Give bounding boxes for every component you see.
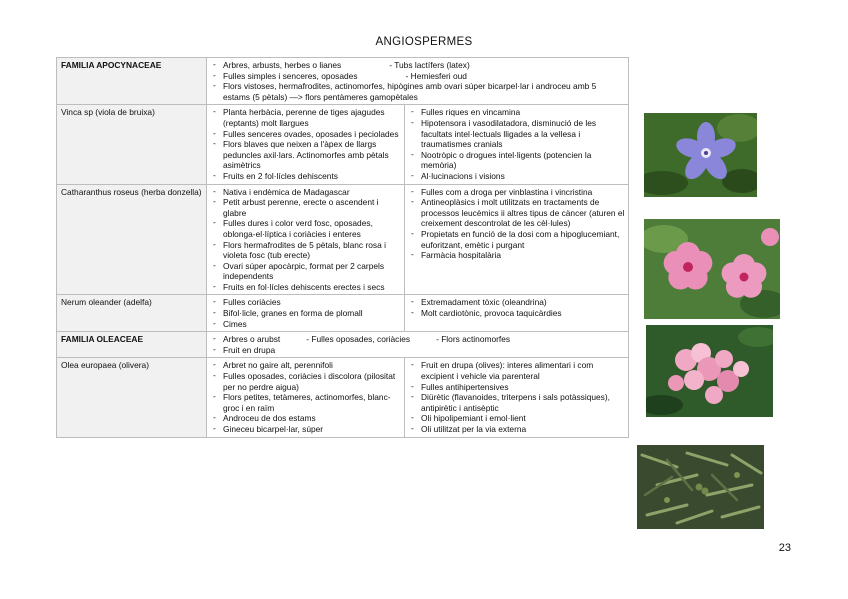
list-item: - Fulles simples i senceres, oposades - Hemiesferi oud	[211, 71, 625, 82]
list-item: - Al·lucinacions i visions	[409, 171, 625, 182]
list-item: - Fruits en 2 fol·lícles dehiscents	[211, 171, 401, 182]
list-item: - Flors vistoses, hermafrodites, actinomorfes, hipògines amb ovari súper bicarpel·lar i androceu amb 5 estams (5 pètals) —> flors pentàmeres gamopètales	[211, 81, 625, 102]
list-item: - Antineoplàsics i molt utilitzats en tractaments de processos leucèmics ii altres tipus de càncer (aturen el creixement descontrolat de les cèl·lules)	[409, 197, 625, 229]
list-item: - Fulles coriàcies	[211, 297, 401, 308]
list-item: - Farmàcia hospitalària	[409, 250, 625, 261]
list-item: - Fulles dures i color verd fosc, oposades, oblonga-el·líptica i coriàcies i enteres	[211, 218, 401, 239]
oleander-photo	[646, 325, 773, 417]
list-item: - Androceu de dos estams	[211, 413, 401, 424]
species-name: Nerum oleander (adelfa)	[57, 295, 207, 332]
list-item: - Nootròpic o drogues intel·ligents (potencien la memòria)	[409, 150, 625, 171]
list-item: - Gineceu bicarpel·lar, súper	[211, 424, 401, 435]
table-row	[57, 105, 629, 184]
list-item: - Flors petites, tetàmeres, actinomorfes, blanc-groc i en raïm	[211, 392, 401, 413]
catharanthus-photo	[644, 219, 780, 319]
list-item: - Cimes	[211, 319, 401, 330]
list-item: - Fulles oposades, coriàcies i discolora (pilositat per no perdre aigua)	[211, 371, 401, 392]
list-item: - Fruits en fol·lícles dehiscents erectes i secs	[211, 282, 401, 293]
botanical-traits	[207, 295, 405, 332]
page-title: ANGIOSPERMES	[375, 36, 473, 48]
list-item: - Planta herbàcia, perenne de tiges ajagudes (reptants) molt llargues	[211, 107, 401, 128]
list-item: - Fruit en drupa	[211, 345, 625, 356]
list-item: - Extremadament tòxic (oleandrina)	[409, 297, 625, 308]
pharmacological-uses	[405, 184, 629, 295]
species-name: Vinca sp (viola de bruixa)	[57, 105, 207, 184]
table-row	[57, 332, 629, 358]
table-row	[57, 184, 629, 295]
list-item: - Oli hipolipemiant i emol·lient	[409, 413, 625, 424]
table-row	[57, 358, 629, 437]
list-item: - Oli utilitzat per la via externa	[409, 424, 625, 435]
vinca-photo	[644, 113, 757, 197]
list-item: - Fulles senceres ovades, oposades i peciolades	[211, 129, 401, 140]
species-name: Olea europaea (olivera)	[57, 358, 207, 437]
pharmacological-uses	[405, 295, 629, 332]
list-item: - Arbres o arubst - Fulles oposades, coriàcies - Flors actinomorfes	[211, 334, 625, 345]
botanical-traits	[207, 184, 405, 295]
table-row	[57, 58, 629, 105]
list-item: - Nativa i endèmica de Madagascar	[211, 187, 401, 198]
olive-photo	[637, 445, 764, 529]
pharmacological-uses	[405, 358, 629, 437]
angiosperm-table	[56, 57, 629, 438]
table-row	[57, 295, 629, 332]
list-item: - Fulles antihipertensives	[409, 382, 625, 393]
list-item: - Arbres, arbusts, herbes o lianes - Tubs lactífers (latex)	[211, 60, 625, 71]
list-item: - Fulles com a droga per vinblastina i vincristina	[409, 187, 625, 198]
pharmacological-uses	[405, 105, 629, 184]
botanical-traits	[207, 105, 405, 184]
list-item: - Molt cardiotònic, provoca taquicàrdies	[409, 308, 625, 319]
family-name: FAMILIA OLEACEAE	[57, 332, 207, 358]
botanical-traits	[207, 358, 405, 437]
list-item: - Arbret no gaire alt, perennifoli	[211, 360, 401, 371]
family-traits	[207, 332, 629, 358]
list-item: - Hipotensora i vasodilatadora, disminució de les facultats intel·lectuals lligades a la vellesa i traumatismes cranials	[409, 118, 625, 150]
list-item: - Diürètic (flavanoides, triterpens i sals potàssiques), antipirètic i antisèptic	[409, 392, 625, 413]
family-traits	[207, 58, 629, 105]
page-number: 23	[778, 542, 791, 554]
list-item: - Bifol·licle, granes en forma de plomall	[211, 308, 401, 319]
list-item: - Flors hermafrodites de 5 pètals, blanc rosa i violeta fosc (tub erecte)	[211, 240, 401, 261]
list-item: - Ovari súper apocàrpic, format per 2 carpels independents	[211, 261, 401, 282]
list-item: - Fruit en drupa (olives): interes alimentari i com excipient i vehicle via parenteral	[409, 360, 625, 381]
list-item: - Petit arbust perenne, erecte o ascendent i glabre	[211, 197, 401, 218]
list-item: - Propietats en funció de la dosi com a hipoglucemiant, euforitzant, emètic i purgant	[409, 229, 625, 250]
list-item: - Fulles riques en vincamina	[409, 107, 625, 118]
species-name: Catharanthus roseus (herba donzella)	[57, 184, 207, 295]
family-name: FAMILIA APOCYNACEAE	[57, 58, 207, 105]
list-item: - Flors blaves que neixen a l'àpex de llargs peduncles axil·lars. Actinomorfes amb pètals asimètrics	[211, 139, 401, 171]
